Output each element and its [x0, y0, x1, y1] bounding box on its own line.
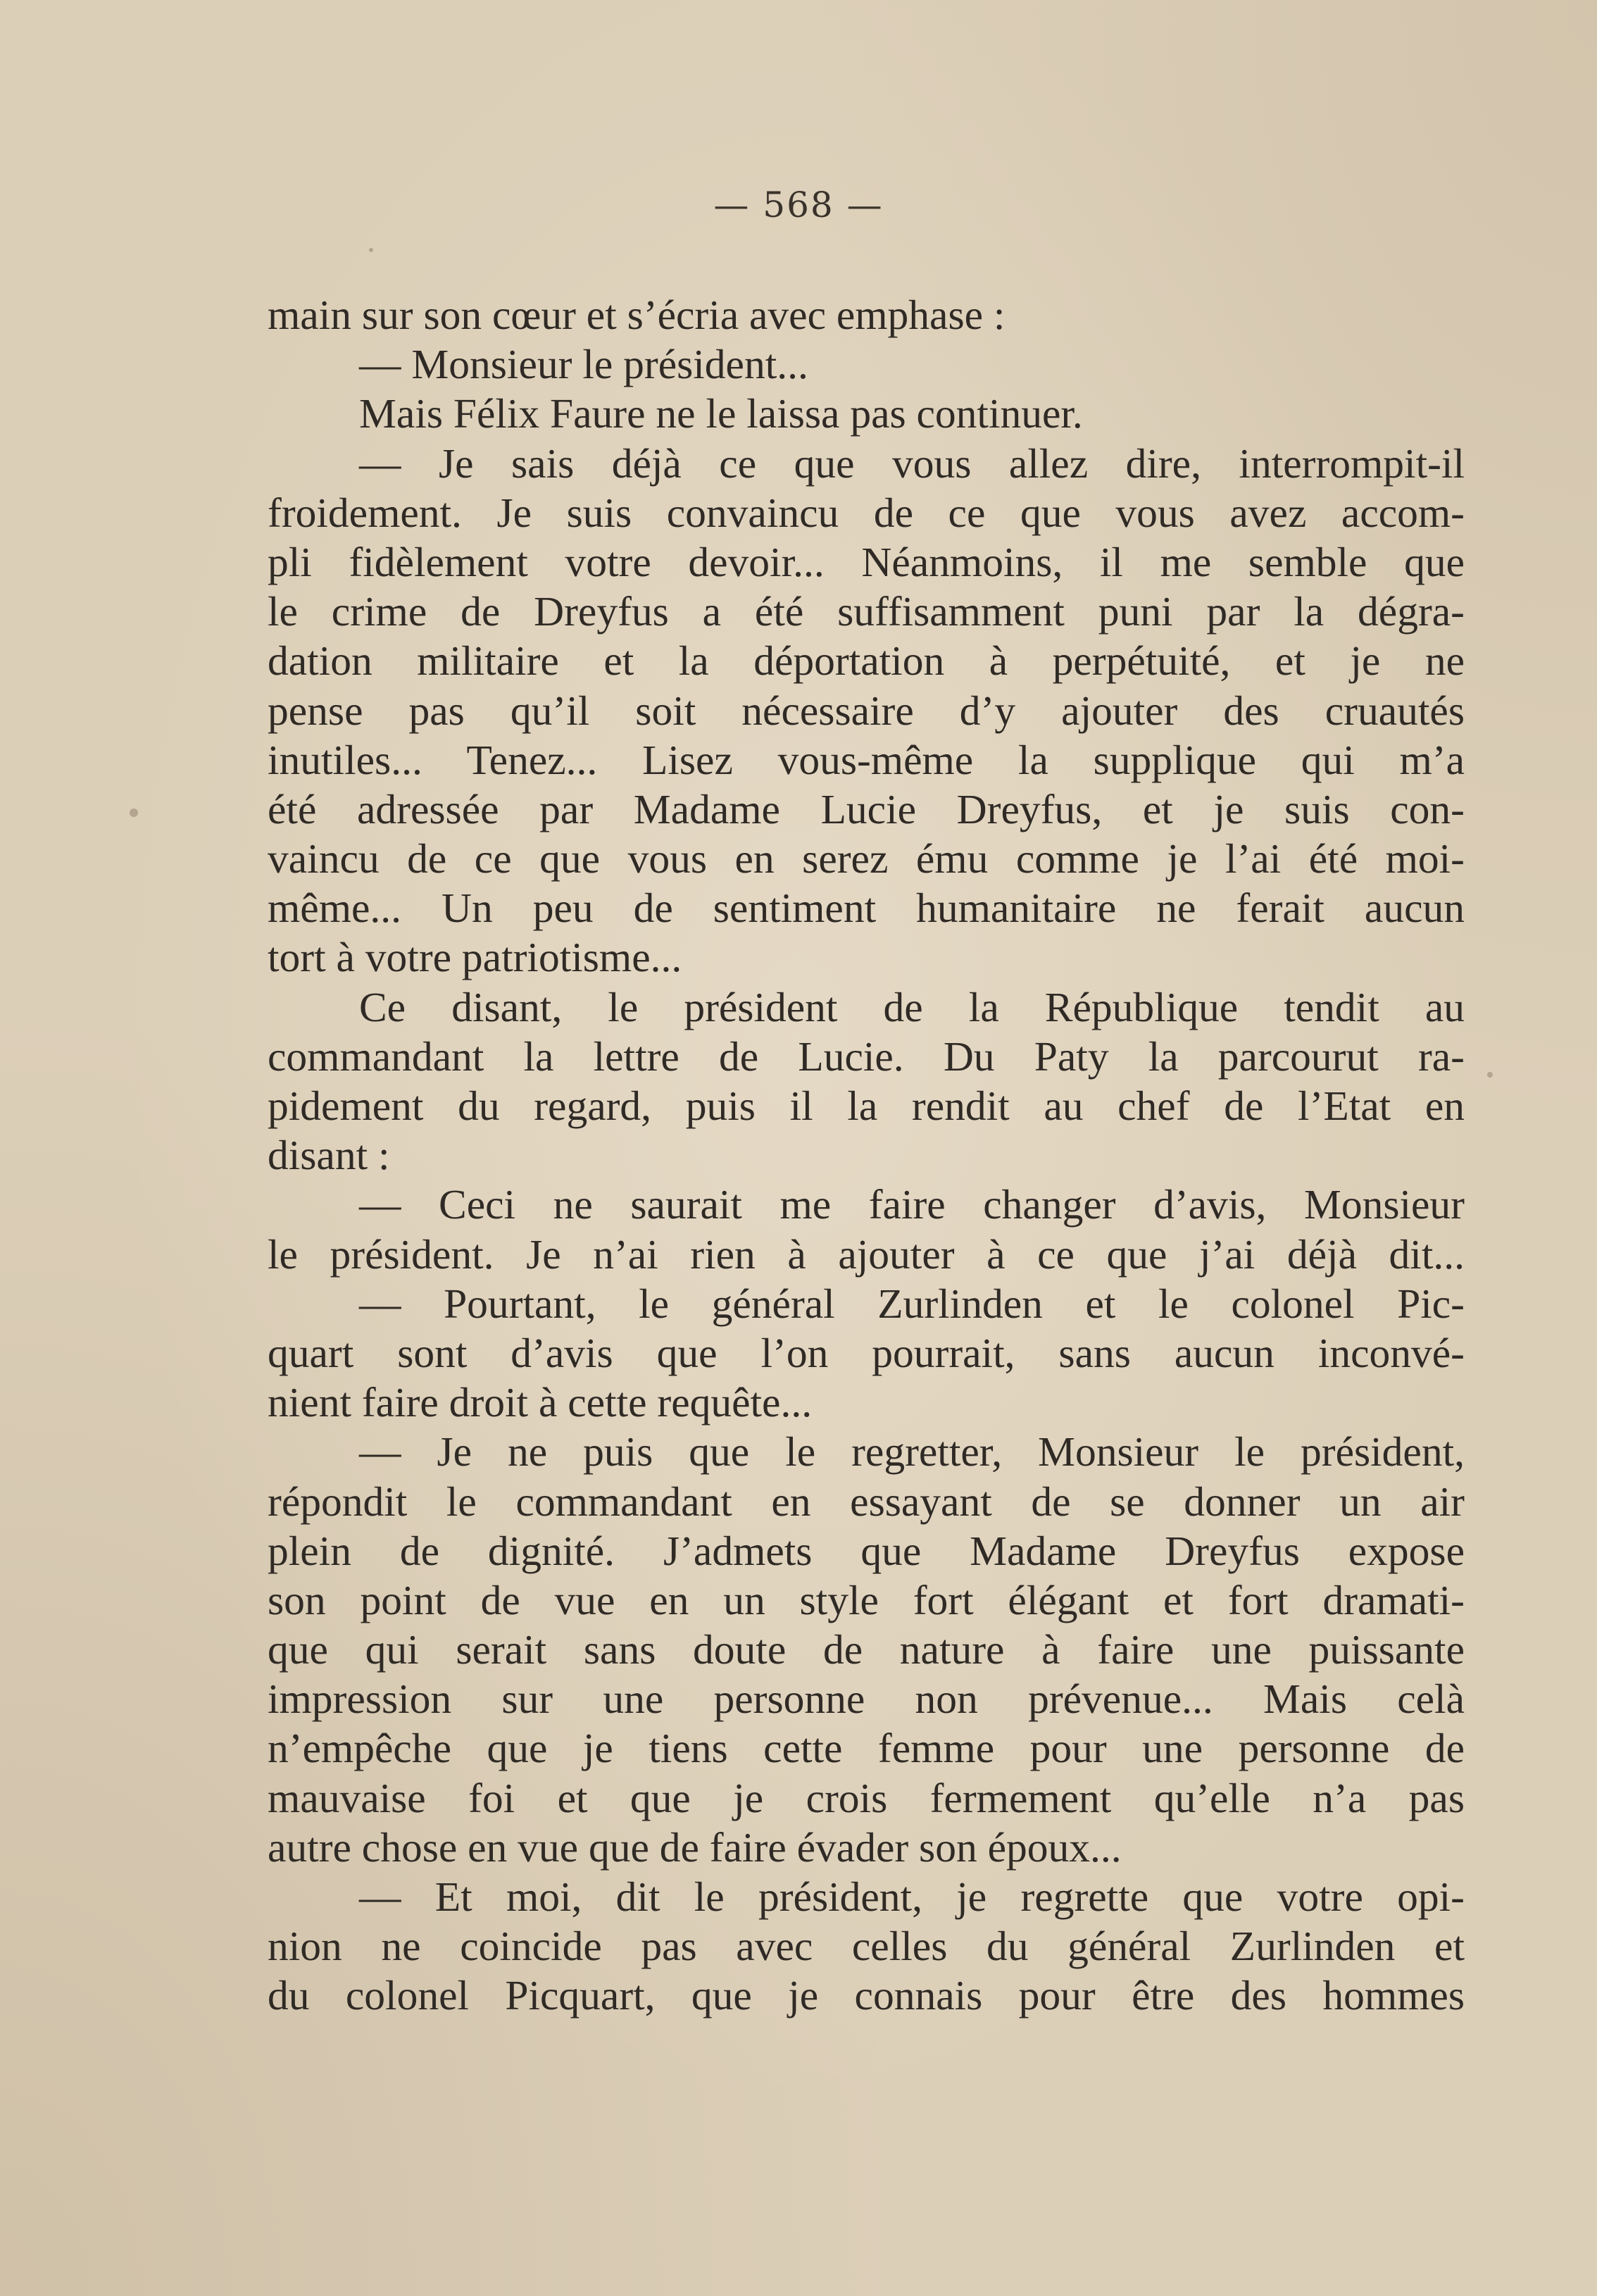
text-line: — Et moi, dit le président, je regrette que votre opi- [359, 1873, 1465, 1920]
text-line: quart sont d’avis que l’on pourrait, sans aucun inconvé- [268, 1329, 1465, 1376]
text-line: du colonel Picquart, que je connais pour être des hommes [268, 1972, 1465, 2019]
text-line: même... Un peu de sentiment humanitaire ne ferait aucun [268, 885, 1465, 932]
text-line: inutiles... Tenez... Lisez vous-même la supplique qui m’a [268, 736, 1465, 783]
text-line: plein de dignité. J’admets que Madame Dreyfus expose [268, 1527, 1465, 1574]
text-line: son point de vue en un style fort élégant et fort dramati- [268, 1576, 1465, 1623]
text-line: le président. Je n’ai rien à ajouter à ce que j’ai déjà dit... [268, 1230, 1465, 1278]
text-line: main sur son cœur et s’écria avec emphase : [268, 292, 1006, 338]
text-line: impression sur une personne non prévenue... Mais celà [268, 1676, 1465, 1723]
text-line: — Je ne puis que le regretter, Monsieur le président, [359, 1428, 1465, 1475]
text-line: nient faire droit à cette requête... [268, 1379, 813, 1426]
text-line: dation militaire et la déportation à perpétuité, et je ne [268, 637, 1465, 685]
text-line: pense pas qu’il soit nécessaire d’y ajouter des cruautés [268, 687, 1465, 734]
paper-speck [369, 248, 373, 252]
text-line: pidement du regard, puis il la rendit au chef de l’Etat en [268, 1083, 1465, 1129]
text-line: mauvaise foi et que je crois fermement qu’elle n’a pas [268, 1774, 1465, 1821]
paper-speck [1487, 1072, 1493, 1078]
text-line: été adressée par Madame Lucie Dreyfus, et je suis con- [268, 785, 1465, 832]
text-line: commandant la lettre de Lucie. Du Paty la parcourut ra- [268, 1032, 1465, 1080]
text-line: nion ne coincide pas avec celles du général Zurlinden et [268, 1923, 1465, 1970]
text-line: Ce disant, le président de la République tendit au [359, 983, 1465, 1030]
body-text [268, 290, 1465, 2021]
text-line: disant : [268, 1132, 390, 1179]
text-line: — Ceci ne saurait me faire changer d’avis, Monsieur [359, 1181, 1465, 1228]
text-line: vaincu de ce que vous en serez ému comme je l’ai été moi- [268, 835, 1465, 882]
text-line: n’empêche que je tiens cette femme pour une personne de [268, 1725, 1465, 1772]
text-line: que qui serait sans doute de nature à faire une puissante [268, 1626, 1465, 1673]
text-line: le crime de Dreyfus a été suffisamment puni par la dégra- [268, 588, 1465, 635]
text-line: froidement. Je suis convaincu de ce que vous avez accom- [268, 489, 1465, 536]
paper-speck [130, 809, 138, 817]
text-line: — Monsieur le président... [359, 341, 808, 388]
text-line: tort à votre patriotisme... [268, 934, 682, 981]
text-line: répondit le commandant en essayant de se donner un air [268, 1478, 1465, 1525]
text-line: pli fidèlement votre devoir... Néanmoins, il me semble que [268, 538, 1465, 585]
text-line: autre chose en vue que de faire évader son époux... [268, 1823, 1122, 1871]
text-line: — Pourtant, le général Zurlinden et le colonel Pic- [359, 1280, 1465, 1327]
page-number: — 568 — [713, 185, 884, 225]
text-line: Mais Félix Faure ne le laissa pas continuer. [359, 390, 1083, 437]
text-line: — Je sais déjà ce que vous allez dire, interrompit-il [359, 439, 1465, 487]
